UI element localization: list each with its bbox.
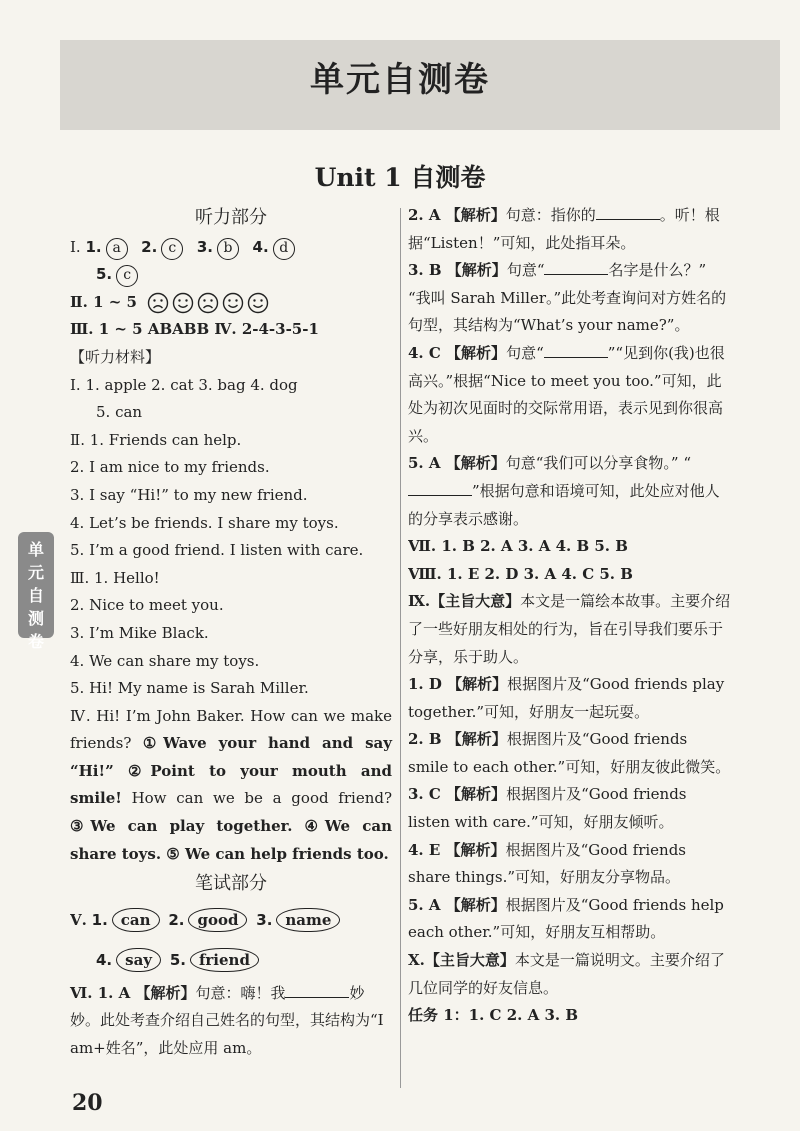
circled-word: name [276,908,340,932]
answer-9-4: 4. E 【解析】根据图片及“Good friends share things.”可知，好朋友分享物品。 [408,840,687,887]
right-column [408,202,732,1030]
answer-6-4: 4. C 【解析】句意“ ”“见到你(我)也很高兴。”根据“Nice to meet you too.”可知，此处为初次见面时的交际常用语，表示见到你很高兴。 [408,343,725,445]
answer-9-3: 3. C 【解析】根据图片及“Good friends listen with care.”可知，好朋友倾听。 [408,785,687,832]
answer-6-1: Ⅵ. 1. A 【解析】句意：嗨！我 妙妙。此处考查介绍自己姓名的句型，其结构为“I am+姓名”，此处应用 am。 [70,983,384,1058]
answer-line-1: Ⅰ. 1. a 2. c 3. b 4. d [70,234,392,262]
circled-word: good [188,908,247,932]
sad-face-icon [197,292,219,314]
circled-answer: d [273,238,295,260]
answer-9-summary: Ⅸ.【主旨大意】本文是一篇绘本故事。主要介绍了一些好朋友相处的行为，旨在引导我们要乐于分享，乐于助人。 [408,592,731,666]
task-1-answers: 任务 1：1. C 2. A 3. B [408,1006,579,1025]
answer-8: Ⅷ. 1. E 2. D 3. A 4. C 5. B [408,564,633,583]
answer-10-summary: Ⅹ.【主旨大意】本文是一篇说明文。主要介绍了几位同学的好友信息。 [408,951,725,997]
circled-word: say [116,948,161,972]
material-2-2: 2. I am nice to my friends. [70,458,270,477]
smiley-face-icon [247,292,269,314]
answer-line-3-4: Ⅲ. 1 ~ 5 ABABB Ⅳ. 2-4-3-5-1 [70,320,319,339]
side-section-tab [18,532,54,651]
sad-face-icon [147,292,169,314]
page-number: 20 [72,1090,103,1116]
material-3-5: 5. Hi! My name is Sarah Miller. [70,679,309,698]
material-3-2: 2. Nice to meet you. [70,596,224,615]
material-3-4: 4. We can share my toys. [70,651,260,670]
answer-9-2: 2. B 【解析】根据图片及“Good friends smile to each other.”可知，好朋友彼此微笑。 [408,730,731,776]
circled-answer: b [217,238,239,260]
answer-6-2: 2. A 【解析】句意：指你的 。听！根据“Listen！”可知，此处指耳朵。 [408,206,720,252]
material-1a: Ⅰ. 1. apple 2. cat 3. bag 4. dog [70,375,298,394]
material-4: Ⅳ. Hi! I’m John Baker. How can we make friends? ①Wave your hand and say “Hi!” ②Point to your mouth and smile! How can we be a good friend? ③We can play together. ④We can share toys. ⑤ We can help friends too. [70,706,392,863]
circled-answer: c [161,238,183,260]
answer-line-1b: 5. c [70,261,392,289]
face-row [147,293,272,311]
answer-line-5a: Ⅴ. 1. can 2. good 3. name [70,900,392,940]
column-divider [400,208,401,1088]
answer-7: Ⅶ. 1. B 2. A 3. A 4. B 5. B [408,537,628,556]
circled-answer: a [106,238,128,260]
material-2-4: 4. Let’s be friends. I share my toys. [70,513,339,532]
banner-title: 单元自测卷 [310,60,490,100]
side-tab-label: 单 元 自 测 卷 [27,540,44,651]
material-heading: 【听力材料】 [70,347,161,366]
circled-answer: c [116,265,138,287]
smiley-face-icon [222,292,244,314]
material-3-3: 3. I’m Mike Black. [70,623,209,642]
circled-word: can [112,908,160,932]
answer-line-2: Ⅱ. 1 ~ 5 [70,289,392,317]
material-2-3: 3. I say “Hi!” to my new friend. [70,485,308,504]
answer-6-3: 3. B 【解析】句意“ 名字是什么？” “我叫 Sarah Miller。”此处考查询问对方姓名的句型，其结构为“What’s your name?”。 [408,261,727,335]
writing-heading: 笔试部分 [195,873,267,895]
circled-word: friend [190,948,259,972]
material-2-5: 5. I’m a good friend. I listen with care. [70,541,364,560]
answer-9-5: 5. A 【解析】根据图片及“Good friends help each other.”可知，好朋友互相帮助。 [408,895,724,942]
answer-6-5: 5. A 【解析】句意“我们可以分享食物。” “”根据句意和语境可知，此处应对他人的分享表示感谢。 [408,454,720,528]
answer-9-1: 1. D 【解析】根据图片及“Good friends play together.”可知，好朋友一起玩耍。 [408,675,725,721]
listening-heading: 听力部分 [195,207,267,228]
unit-title: Unit 1 自测卷 [314,163,486,192]
material-2-1: Ⅱ. 1. Friends can help. [70,430,242,449]
smiley-face-icon [172,292,194,314]
material-1b: 5. can [96,403,143,422]
material-3-1: Ⅲ. 1. Hello! [70,568,160,587]
left-column [70,202,392,1063]
answer-line-5b: 4. say 5. friend [70,940,392,980]
